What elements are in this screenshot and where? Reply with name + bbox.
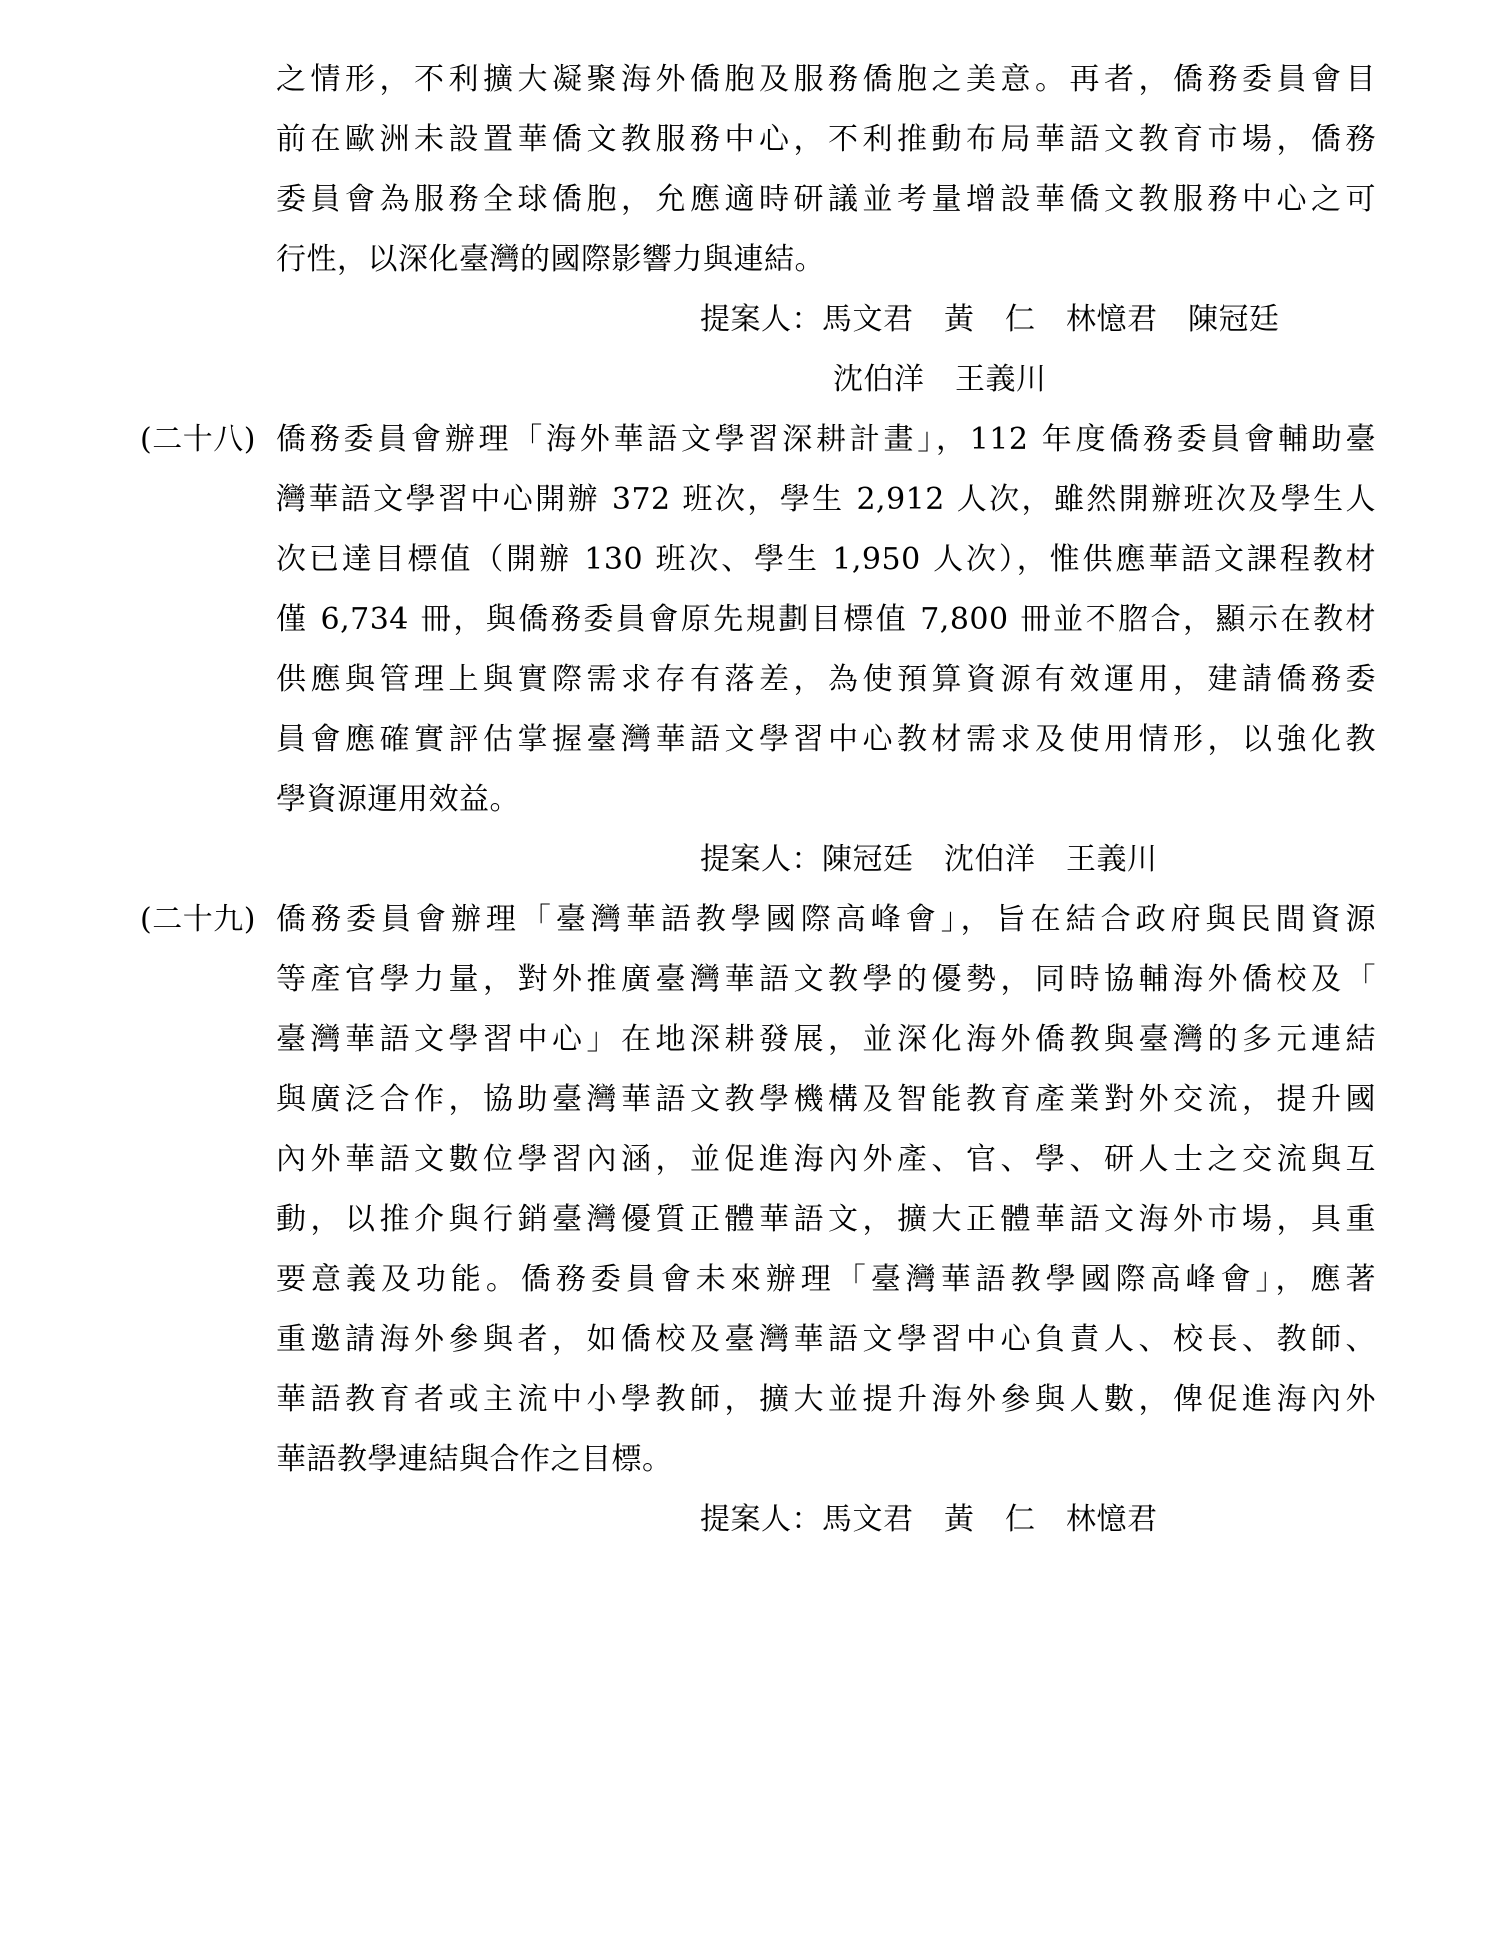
item-first-line: 僑務委員會辦理「海外華語文學習深耕計畫」，112 年度僑務委員會輔助臺 [276,422,1376,457]
paragraph-line: 前在歐洲未設置華僑文教服務中心，不利推動布局華語文教育市場，僑務 [276,122,1376,157]
paragraph-line: 重邀請海外參與者，如僑校及臺灣華語文學習中心負責人、校長、教師、 [276,1322,1376,1357]
paragraph-line: 員會應確實評估掌握臺灣華語文學習中心教材需求及使用情形，以強化教 [276,722,1376,757]
paragraph-line: 動，以推介與行銷臺灣優質正體華語文，擴大正體華語文海外市場，具重 [276,1202,1376,1237]
paragraph-line: 與廣泛合作，協助臺灣華語文教學機構及智能教育產業對外交流，提升國 [276,1082,1376,1117]
item-first-line: 僑務委員會辦理「臺灣華語教學國際高峰會」，旨在結合政府與民間資源 [276,902,1376,937]
proposer-line-continued: 沈伯洋 王義川 [833,362,1047,397]
paragraph-line: 次已達目標值（開辦 130 班次、學生 1,950 人次），惟供應華語文課程教材 [276,542,1376,577]
item-label: (二十八) [140,422,256,457]
proposer-line: 提案人：馬文君 黃 仁 林憶君 陳冠廷 [700,302,1280,337]
paragraph-line: 僅 6,734 冊，與僑務委員會原先規劃目標值 7,800 冊並不脗合，顯示在教材 [276,602,1376,637]
paragraph-line: 等產官學力量，對外推廣臺灣華語文教學的優勢，同時協輔海外僑校及「 [276,962,1376,997]
paragraph-line: 學資源運用效益。 [276,782,520,817]
paragraph-line: 灣華語文學習中心開辦 372 班次，學生 2,912 人次，雖然開辦班次及學生人 [276,482,1376,517]
item-29 [0,900,1494,940]
paragraph-line: 華語教育者或主流中小學教師，擴大並提升海外參與人數，俾促進海內外 [276,1382,1376,1417]
paragraph-line: 要意義及功能。僑務委員會未來辦理「臺灣華語教學國際高峰會」，應著 [276,1262,1376,1297]
item-28 [0,420,1494,460]
proposer-line: 提案人：馬文君 黃 仁 林憶君 [700,1502,1158,1537]
paragraph-line: 臺灣華語文學習中心」在地深耕發展，並深化海外僑教與臺灣的多元連結 [276,1022,1376,1057]
paragraph-line: 華語教學連結與合作之目標。 [276,1442,673,1477]
paragraph-line: 內外華語文數位學習內涵，並促進海內外產、官、學、研人士之交流與互 [276,1142,1376,1177]
paragraph-line: 供應與管理上與實際需求存有落差，為使預算資源有效運用，建請僑務委 [276,662,1376,697]
item-label: (二十九) [140,902,256,937]
paragraph-line: 委員會為服務全球僑胞，允應適時研議並考量增設華僑文教服務中心之可 [276,182,1376,217]
paragraph-line: 之情形，不利擴大凝聚海外僑胞及服務僑胞之美意。再者，僑務委員會目 [276,62,1376,97]
proposer-line: 提案人：陳冠廷 沈伯洋 王義川 [700,842,1158,877]
paragraph-line: 行性，以深化臺灣的國際影響力與連結。 [276,242,825,277]
